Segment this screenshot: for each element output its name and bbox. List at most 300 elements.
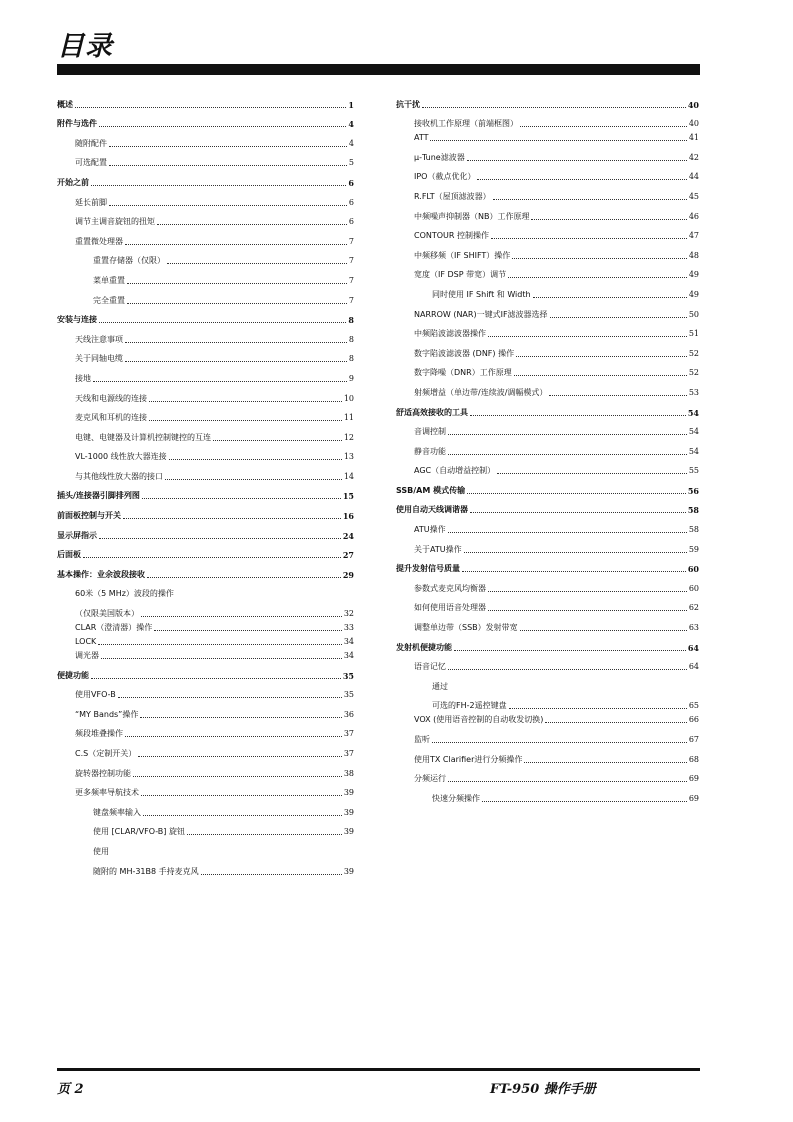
toc-entry[interactable] — [57, 759, 354, 779]
toc-entry[interactable] — [57, 619, 354, 633]
toc-entry-title: 射频增益（单边带/连续波/调幅模式） — [414, 387, 548, 397]
dot-leader — [550, 317, 687, 318]
toc-entry[interactable] — [57, 384, 354, 404]
toc-entry[interactable] — [57, 404, 354, 424]
toc-entry-page: 54 — [688, 427, 699, 437]
dot-leader — [141, 616, 342, 617]
toc-entry-page: 69 — [688, 774, 699, 784]
toc-entry-page: 16 — [342, 511, 354, 522]
toc-entry-title: 完全重置 — [93, 295, 125, 305]
dot-leader — [462, 571, 686, 572]
toc-entry[interactable] — [57, 168, 354, 188]
toc-entry[interactable] — [57, 423, 354, 443]
toc-entry[interactable] — [57, 837, 354, 857]
dot-leader — [448, 669, 687, 670]
toc-entry-title: IPO（截点优化） — [414, 172, 476, 182]
toc-entry-page: 55 — [688, 466, 699, 476]
toc-entry-title: AGC（自动增益控制） — [414, 466, 496, 476]
toc-entry-title: 随附配件 — [75, 138, 107, 148]
toc-entry-title: 更多频率导航技术 — [75, 788, 139, 798]
dot-leader — [147, 577, 341, 578]
toc-entry-page: 11 — [343, 413, 354, 423]
toc-entry[interactable] — [396, 202, 699, 222]
dot-leader — [531, 219, 686, 220]
toc-entry-page: 53 — [688, 387, 699, 397]
toc-entry-title: 接地 — [75, 373, 91, 383]
toc-entry[interactable] — [57, 560, 354, 580]
toc-entry[interactable] — [396, 496, 699, 516]
toc-entry-page: 58 — [687, 505, 699, 516]
toc-entry[interactable] — [396, 574, 699, 594]
dot-leader — [125, 361, 347, 362]
toc-entry-title: 使用 [CLAR/VFO-B] 旋钮 — [93, 827, 185, 837]
dot-leader — [141, 795, 342, 796]
dot-leader — [143, 815, 342, 816]
toc-entry[interactable] — [57, 647, 354, 661]
toc-entry-title: 使用自动天线调谐器 — [396, 505, 468, 515]
toc-entry-title: 语音记忆 — [414, 662, 446, 672]
toc-entry[interactable] — [57, 345, 354, 365]
dot-leader — [549, 395, 686, 396]
toc-entry-title: ATT — [414, 133, 429, 143]
toc-entry-title: 电键、电键器及计算机控制键控的互连 — [75, 432, 211, 442]
toc-entry-title: 重置存储器（仅限） — [93, 256, 165, 266]
toc-entry[interactable] — [57, 739, 354, 759]
toc-entry[interactable] — [396, 594, 699, 614]
toc-entry-title: 中频噪声抑制器（NB）工作原理 — [414, 211, 530, 221]
dot-leader — [142, 498, 341, 499]
dot-leader — [125, 244, 347, 245]
toc-entry[interactable] — [396, 378, 699, 398]
toc-entry-title: 使用VFO-B — [75, 690, 116, 700]
toc-entry[interactable] — [57, 227, 354, 247]
toc-entry-page: 35 — [343, 690, 354, 700]
toc-entry-title: 附件与选件 — [57, 119, 97, 129]
toc-entry-title: 音调控制 — [414, 427, 446, 437]
dot-leader — [467, 493, 686, 494]
toc-entry[interactable] — [396, 613, 699, 633]
toc-entry-page: 15 — [342, 491, 354, 502]
toc-entry-page: 38 — [343, 768, 354, 778]
toc-entry[interactable] — [396, 90, 699, 110]
toc-entry[interactable] — [396, 320, 699, 340]
toc-entry[interactable] — [57, 779, 354, 799]
toc-entry-page: 64 — [687, 642, 699, 653]
toc-entry[interactable] — [57, 364, 354, 384]
toc-entry[interactable] — [396, 672, 699, 692]
toc-entry-title: 静音功能 — [414, 446, 446, 456]
dot-leader — [118, 697, 342, 698]
toc-entry-page: 48 — [688, 250, 699, 260]
dot-leader — [213, 440, 342, 441]
toc-entry-title: 可选配置 — [75, 158, 107, 168]
toc-entry-page: 32 — [343, 609, 354, 619]
toc-entry-page: 13 — [343, 452, 354, 462]
toc-entry[interactable] — [57, 443, 354, 463]
toc-entry-title: SSB/AM 模式传输 — [396, 485, 466, 495]
toc-entry-title: 发射机便捷功能 — [396, 642, 452, 652]
dot-leader — [154, 630, 342, 631]
toc-entry-page: 65 — [688, 701, 699, 711]
dot-leader — [83, 557, 341, 558]
toc-entry-title: 安装与连接 — [57, 315, 97, 325]
toc-entry-page: 10 — [343, 393, 354, 403]
toc-entry[interactable] — [57, 661, 354, 681]
toc-entry[interactable] — [57, 110, 354, 130]
toc-entry-page: 7 — [348, 236, 354, 246]
toc-entry-title: 中频陷波滤波器操作 — [414, 329, 486, 339]
dot-leader — [422, 107, 686, 108]
dot-leader — [169, 459, 342, 460]
title-rule — [57, 64, 700, 75]
toc-entry[interactable] — [396, 653, 699, 673]
dot-leader — [149, 401, 342, 402]
toc-entry-title: 调节主调音旋钮的扭矩 — [75, 217, 155, 227]
toc-entry-page: 8 — [348, 334, 354, 344]
toc-entry-page: 69 — [688, 793, 699, 803]
toc-entry[interactable] — [396, 222, 699, 242]
dot-leader — [109, 146, 347, 147]
toc-entry-page: 34 — [343, 651, 354, 661]
toc-entry[interactable] — [396, 457, 699, 477]
toc-entry[interactable] — [57, 306, 354, 326]
toc-entry-title: CLAR（澄清器）操作 — [75, 623, 153, 633]
toc-entry-title: 分频运行 — [414, 774, 446, 784]
toc-entry-page: 44 — [688, 172, 699, 182]
toc-entry[interactable] — [57, 633, 354, 647]
toc-entry-page: 4 — [348, 119, 354, 130]
toc-entry-page: 7 — [348, 295, 354, 305]
toc-entry-page: 12 — [343, 432, 354, 442]
dot-leader — [470, 415, 686, 416]
toc-entry-title: 使用TX Clarifier进行分频操作 — [414, 754, 523, 764]
toc-entry[interactable] — [57, 681, 354, 701]
toc-entry-page: 39 — [343, 807, 354, 817]
toc-column-left — [57, 90, 354, 877]
page-title: 目录 — [57, 31, 113, 62]
dot-leader — [140, 717, 341, 718]
dot-leader — [509, 708, 687, 709]
toc-entry-page: 49 — [688, 270, 699, 280]
toc-entry[interactable] — [396, 555, 699, 575]
toc-entry-title: ATU操作 — [414, 525, 446, 535]
dot-leader — [516, 356, 687, 357]
dot-leader — [470, 512, 686, 513]
toc-entry-page: 5 — [348, 158, 354, 168]
toc-entry[interactable] — [396, 163, 699, 183]
toc-entry-page: 54 — [688, 446, 699, 456]
toc-entry-page: 52 — [688, 368, 699, 378]
toc-entry[interactable] — [57, 599, 354, 619]
toc-entry-title: 后面板 — [57, 550, 81, 560]
toc-entry-page: 60 — [687, 564, 699, 575]
toc-entry[interactable] — [396, 398, 699, 418]
toc-entry[interactable] — [396, 241, 699, 261]
toc-entry-page: 39 — [343, 866, 354, 876]
toc-entry-page: 6 — [348, 177, 354, 188]
dot-leader — [467, 160, 687, 161]
toc-entry-title: 重置微处理器 — [75, 236, 123, 246]
toc-entry-title: “MY Bands”操作 — [75, 709, 139, 719]
dot-leader — [99, 126, 346, 127]
toc-entry-title: 同时使用 IF Shift 和 Width — [432, 289, 531, 299]
dot-leader — [520, 126, 687, 127]
dot-leader — [99, 322, 346, 323]
toc-entry-page: 37 — [343, 749, 354, 758]
toc-entry-page: 51 — [688, 329, 699, 339]
dot-leader — [514, 375, 687, 376]
toc-entry-title: 菜单重置 — [93, 275, 125, 285]
toc-entry-title: 数字陷波滤波器 (DNF) 操作 — [414, 348, 515, 358]
toc-entry-title: 参数式麦克风均衡器 — [414, 583, 486, 593]
toc-entry-page: 63 — [688, 623, 699, 633]
dot-leader — [127, 283, 347, 284]
page-number: 页 2 — [57, 1082, 84, 1097]
toc-entry-title: 天线注意事项 — [75, 334, 123, 344]
dot-leader — [448, 454, 687, 455]
toc-entry-page: 67 — [688, 735, 699, 744]
toc-entry-title: R.FLT（屋顶滤波器） — [414, 191, 491, 201]
toc-entry[interactable] — [57, 90, 354, 110]
toc-entry[interactable] — [396, 784, 699, 804]
toc-entry[interactable] — [57, 286, 354, 306]
toc-entry-page: 40 — [688, 119, 699, 129]
toc-entry-title: 键盘频率输入 — [93, 807, 141, 817]
toc-entry[interactable] — [57, 700, 354, 720]
footer-rule — [57, 1068, 700, 1071]
dot-leader — [524, 762, 686, 763]
toc-entry-title: 60米（5 MHz）波段的操作 — [75, 589, 174, 599]
dot-leader — [167, 263, 347, 264]
dot-leader — [125, 342, 347, 343]
toc-entry-page: 4 — [348, 138, 354, 148]
toc-entry-title: （仅限美国版本） — [75, 609, 139, 619]
toc-entry-page: 49 — [688, 289, 699, 299]
toc-entry[interactable] — [57, 818, 354, 838]
toc-entry-title: 前面板控制与开关 — [57, 511, 121, 521]
toc-entry-page: 37 — [343, 729, 354, 739]
toc-entry[interactable] — [57, 720, 354, 740]
toc-entry-title: VOX (使用语音控制的自动收发切换) — [414, 715, 544, 725]
toc-entry-title: 插头/连接器引脚排列图 — [57, 491, 140, 501]
toc-entry-title: 数字降噪（DNR）工作原理 — [414, 368, 512, 378]
toc-entry-page: 46 — [688, 211, 699, 221]
toc-entry[interactable] — [396, 143, 699, 163]
toc-entry-page: 60 — [688, 583, 699, 593]
toc-entry[interactable] — [57, 521, 354, 541]
dot-leader — [448, 781, 687, 782]
toc-entry-page: 6 — [348, 217, 354, 227]
dot-leader — [109, 205, 347, 206]
toc-entry[interactable] — [396, 418, 699, 438]
dot-leader — [508, 277, 687, 278]
toc-entry-page: 66 — [688, 715, 699, 725]
dot-leader — [488, 336, 687, 337]
toc-entry-title: CONTOUR 控制操作 — [414, 231, 490, 241]
toc-entry-page: 40 — [687, 99, 699, 110]
toc-entry-page: 56 — [687, 485, 699, 496]
dot-leader — [491, 238, 687, 239]
toc-entry[interactable] — [396, 725, 699, 745]
toc-entry[interactable] — [396, 182, 699, 202]
dot-leader — [133, 776, 342, 777]
toc-entry[interactable] — [57, 482, 354, 502]
toc-entry[interactable] — [396, 359, 699, 379]
manual-name: FT-950 操作手册 — [490, 1082, 596, 1097]
toc-entry[interactable] — [57, 501, 354, 521]
toc-entry-title: 关于同轴电缆 — [75, 354, 123, 364]
toc-entry-title: 概述 — [57, 99, 73, 109]
toc-entry-title: 显示屏指示 — [57, 530, 97, 540]
toc-entry-title: 麦克风和耳机的连接 — [75, 413, 147, 423]
toc-entry-page: 68 — [688, 754, 699, 764]
toc-entry[interactable] — [396, 437, 699, 457]
toc-entry-title: 快速分频操作 — [432, 793, 480, 803]
dot-leader — [464, 552, 687, 553]
dot-leader — [448, 532, 687, 533]
toc-entry[interactable] — [57, 541, 354, 561]
toc-entry[interactable] — [57, 857, 354, 877]
toc-entry-title: 调整单边带（SSB）发射带宽 — [414, 623, 518, 633]
toc-entry[interactable] — [396, 110, 699, 130]
toc-entry-title: LOCK — [75, 637, 97, 647]
toc-entry-page: 27 — [342, 550, 354, 561]
toc-entry-title: 如何使用语音处理器 — [414, 603, 486, 613]
dot-leader — [91, 678, 341, 679]
toc-entry[interactable] — [396, 129, 699, 143]
toc-entry-page: 41 — [688, 133, 699, 143]
toc-entry-page: 39 — [343, 827, 354, 837]
toc-entry-page: 1 — [348, 99, 354, 110]
toc-entry[interactable] — [57, 580, 354, 600]
toc-entry[interactable] — [57, 798, 354, 818]
toc-entry-title: 便捷功能 — [57, 670, 89, 680]
toc-entry[interactable] — [57, 129, 354, 149]
toc-entry[interactable] — [396, 515, 699, 535]
toc-entry-title: 频段堆叠操作 — [75, 729, 123, 739]
toc-entry-title: VL-1000 线性放大器连接 — [75, 452, 167, 462]
toc-entry-title: 可选的FH-2遥控键盘 — [432, 701, 507, 711]
dot-leader — [545, 722, 686, 723]
toc-entry-page: 39 — [343, 788, 354, 798]
toc-entry-title: 延长前脚 — [75, 197, 107, 207]
dot-leader — [127, 303, 347, 304]
dot-leader — [533, 297, 687, 298]
dot-leader — [149, 420, 342, 421]
dot-leader — [125, 736, 342, 737]
toc-entry-title: 使用 — [93, 846, 109, 856]
toc-entry[interactable] — [396, 765, 699, 785]
toc-entry[interactable] — [396, 745, 699, 765]
toc-entry-page: 33 — [343, 623, 354, 633]
toc-entry[interactable] — [396, 339, 699, 359]
toc-entry-title: 通过 — [432, 681, 448, 691]
toc-entry-title: 基本操作：业余波段接收 — [57, 569, 145, 579]
toc-entry-page: 45 — [688, 191, 699, 201]
toc-entry[interactable] — [57, 325, 354, 345]
toc-entry[interactable] — [57, 462, 354, 482]
toc-entry-page: 58 — [688, 525, 699, 535]
toc-entry-title: NARROW (NAR)一键式IF滤波器选择 — [414, 309, 548, 319]
toc-entry-page: 34 — [343, 637, 354, 647]
toc-entry[interactable] — [396, 300, 699, 320]
dot-leader — [98, 644, 342, 645]
toc-entry[interactable] — [396, 280, 699, 300]
toc-entry-title: 宽度（IF DSP 带宽）调节 — [414, 270, 507, 280]
toc-entry-page: 24 — [342, 530, 354, 541]
toc-entry-title: 随附的 MH-31B8 手持麦克风 — [93, 866, 199, 876]
dot-leader — [520, 630, 687, 631]
toc-entry-page: 7 — [348, 275, 354, 285]
dot-leader — [187, 834, 342, 835]
toc-entry[interactable] — [396, 633, 699, 653]
toc-entry-title: 旋转器控制功能 — [75, 768, 131, 778]
toc-entry[interactable] — [57, 208, 354, 228]
dot-leader — [448, 434, 687, 435]
toc-entry-title: 关于ATU操作 — [414, 544, 462, 554]
dot-leader — [430, 140, 686, 141]
dot-leader — [477, 179, 686, 180]
toc-entry-page: 35 — [342, 670, 354, 681]
toc-entry-page: 9 — [348, 373, 354, 383]
toc-entry-title: 监听 — [414, 735, 430, 744]
toc-entry-page: 42 — [688, 152, 699, 162]
toc-entry-title: 中频移频（IF SHIFT）操作 — [414, 250, 511, 260]
toc-entry-title: 与其他线性放大器的接口 — [75, 471, 163, 481]
dot-leader — [482, 801, 687, 802]
dot-leader — [138, 756, 342, 757]
toc-entry[interactable] — [57, 247, 354, 267]
toc-entry-page: 8 — [348, 315, 354, 326]
toc-entry-page: 36 — [343, 709, 354, 719]
toc-entry-page: 62 — [688, 603, 699, 613]
toc-entry-title: 接收机工作原理（前端框图） — [414, 119, 518, 129]
dot-leader — [101, 658, 342, 659]
toc-entry[interactable] — [396, 711, 699, 725]
dot-leader — [75, 107, 346, 108]
dot-leader — [432, 742, 687, 743]
toc-entry[interactable] — [57, 149, 354, 169]
dot-leader — [165, 479, 342, 480]
dot-leader — [123, 518, 341, 519]
toc-entry-page: 54 — [687, 407, 699, 418]
toc-entry-page: 6 — [348, 197, 354, 207]
toc-entry-page: 47 — [688, 231, 699, 241]
toc-entry-page: 50 — [688, 309, 699, 319]
toc-entry[interactable] — [396, 535, 699, 555]
dot-leader — [91, 185, 346, 186]
toc-column-right — [396, 90, 699, 804]
toc-entry-title: C.S（定制开关） — [75, 749, 137, 758]
dot-leader — [497, 473, 687, 474]
toc-entry[interactable] — [396, 261, 699, 281]
toc-entry-title: 开始之前 — [57, 177, 89, 187]
dot-leader — [493, 199, 687, 200]
toc-entry-title: 舒适高效接收的工具 — [396, 407, 468, 417]
dot-leader — [512, 258, 687, 259]
toc-entry-title: 抗干扰 — [396, 99, 420, 109]
toc-entry[interactable] — [396, 692, 699, 712]
toc-entry-title: 提升发射信号质量 — [396, 564, 460, 574]
toc-entry-page: 52 — [688, 348, 699, 358]
toc-entry[interactable] — [396, 476, 699, 496]
toc-entry[interactable] — [57, 266, 354, 286]
toc-entry-page: 8 — [348, 354, 354, 364]
toc-entry-page: 29 — [342, 569, 354, 580]
toc-entry-title: 天线和电源线的连接 — [75, 393, 147, 403]
dot-leader — [99, 538, 341, 539]
toc-entry[interactable] — [57, 188, 354, 208]
